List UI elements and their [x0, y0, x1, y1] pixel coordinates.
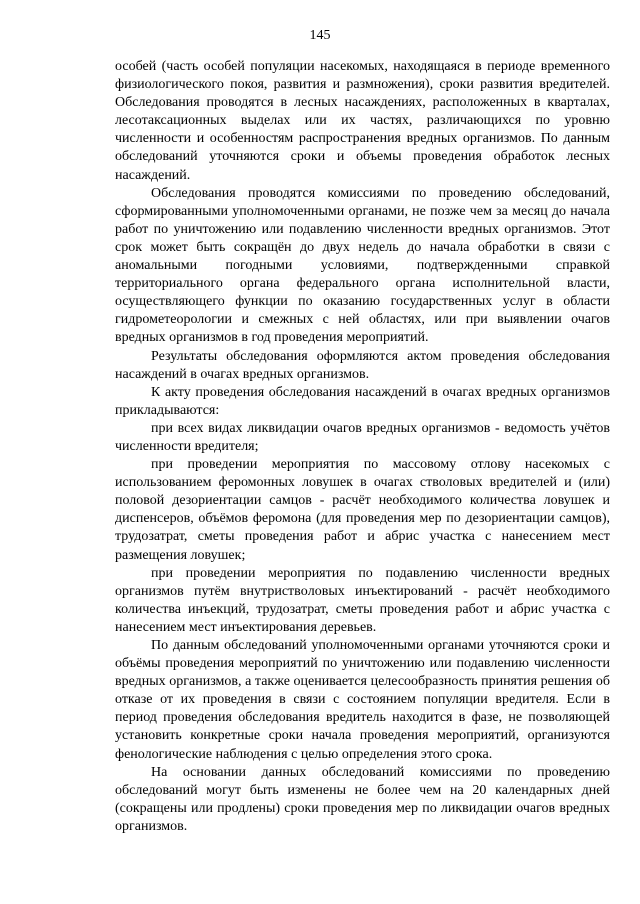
page-number: 145 [309, 28, 331, 43]
paragraph-8: По данным обследований уполномоченными органами уточняются сроки и объёмы проведения мероприятий по уничтожению или подавлению численности вредных организмов, а также оценивается целесообразность принятия решения об отказе от их проведения в связи с состоянием популяции вредителя. Если в период проведения обследования вредитель находится в фазе, не позволяющей установить конкретные сроки начала проведения мероприятий, организуются фенологические наблюдения с целью определения этого срока. [115, 638, 610, 762]
paragraph-3: Результаты обследования оформляются актом проведения обследования насаждений в очагах вредных организмов. [115, 348, 610, 382]
document-body [115, 58, 610, 836]
paragraph-1: особей (часть особей популяции насекомых, находящаяся в периоде временного физиологического покоя, развития и размножения), сроки развития вредителей. Обследования проводятся в лесных насаждениях, расположенных в кварталах, лесотаксационных выделах или их частях, различающихся по уровню численности и особенностям распространения вредных организмов. По данным обследований уточняются сроки и объемы проведения обработок лесных насаждений. [115, 59, 610, 183]
paragraph-5: при всех видах ликвидации очагов вредных организмов - ведомость учётов численности вредителя; [115, 420, 610, 454]
paragraph-4: К акту проведения обследования насаждений в очагах вредных организмов прикладываются: [115, 384, 610, 418]
paragraph-2: Обследования проводятся комиссиями по проведению обследований, сформированными уполномоченными органами, не позже чем за месяц до начала работ по уничтожению или подавлению численности вредных организмов. Этот срок может быть сокращён до двух недель до начала обработки в связи с аномальными погодными условиями, подтвержденными справкой территориального органа федерального органа исполнительной власти, осуществляющего функции по оказанию государственных услуг в области гидрометеорологии и смежных с ней областях, или при выявлении очагов вредных организмов в год проведения мероприятий. [115, 185, 610, 346]
paragraph-7: при проведении мероприятия по подавлению численности вредных организмов путём внутриствoловых инъектирований - расчёт необходимого количества инъекций, трудозатрат, сметы проведения работ и абрис участка с нанесением мест инъектирования деревьев. [115, 565, 610, 635]
paragraph-6: при проведении мероприятия по массовому отлову насекомых с использованием феромонных ловушек в очагах стволовых вредителей и (или) половой дезориентации самцов - расчёт необходимого количества ловушек и диспенсеров, объёмов феромона (для проведения мер по дезориентации самцов), трудозатрат, сметы проведения работ и абрис участка с нанесением мест размещения ловушек; [115, 457, 610, 563]
paragraph-9: На основании данных обследований комиссиями по проведению обследований могут быть изменены не более чем на 20 календарных дней (сокращены или продлены) сроки проведения мер по ликвидации очагов вредных организмов. [115, 764, 610, 834]
